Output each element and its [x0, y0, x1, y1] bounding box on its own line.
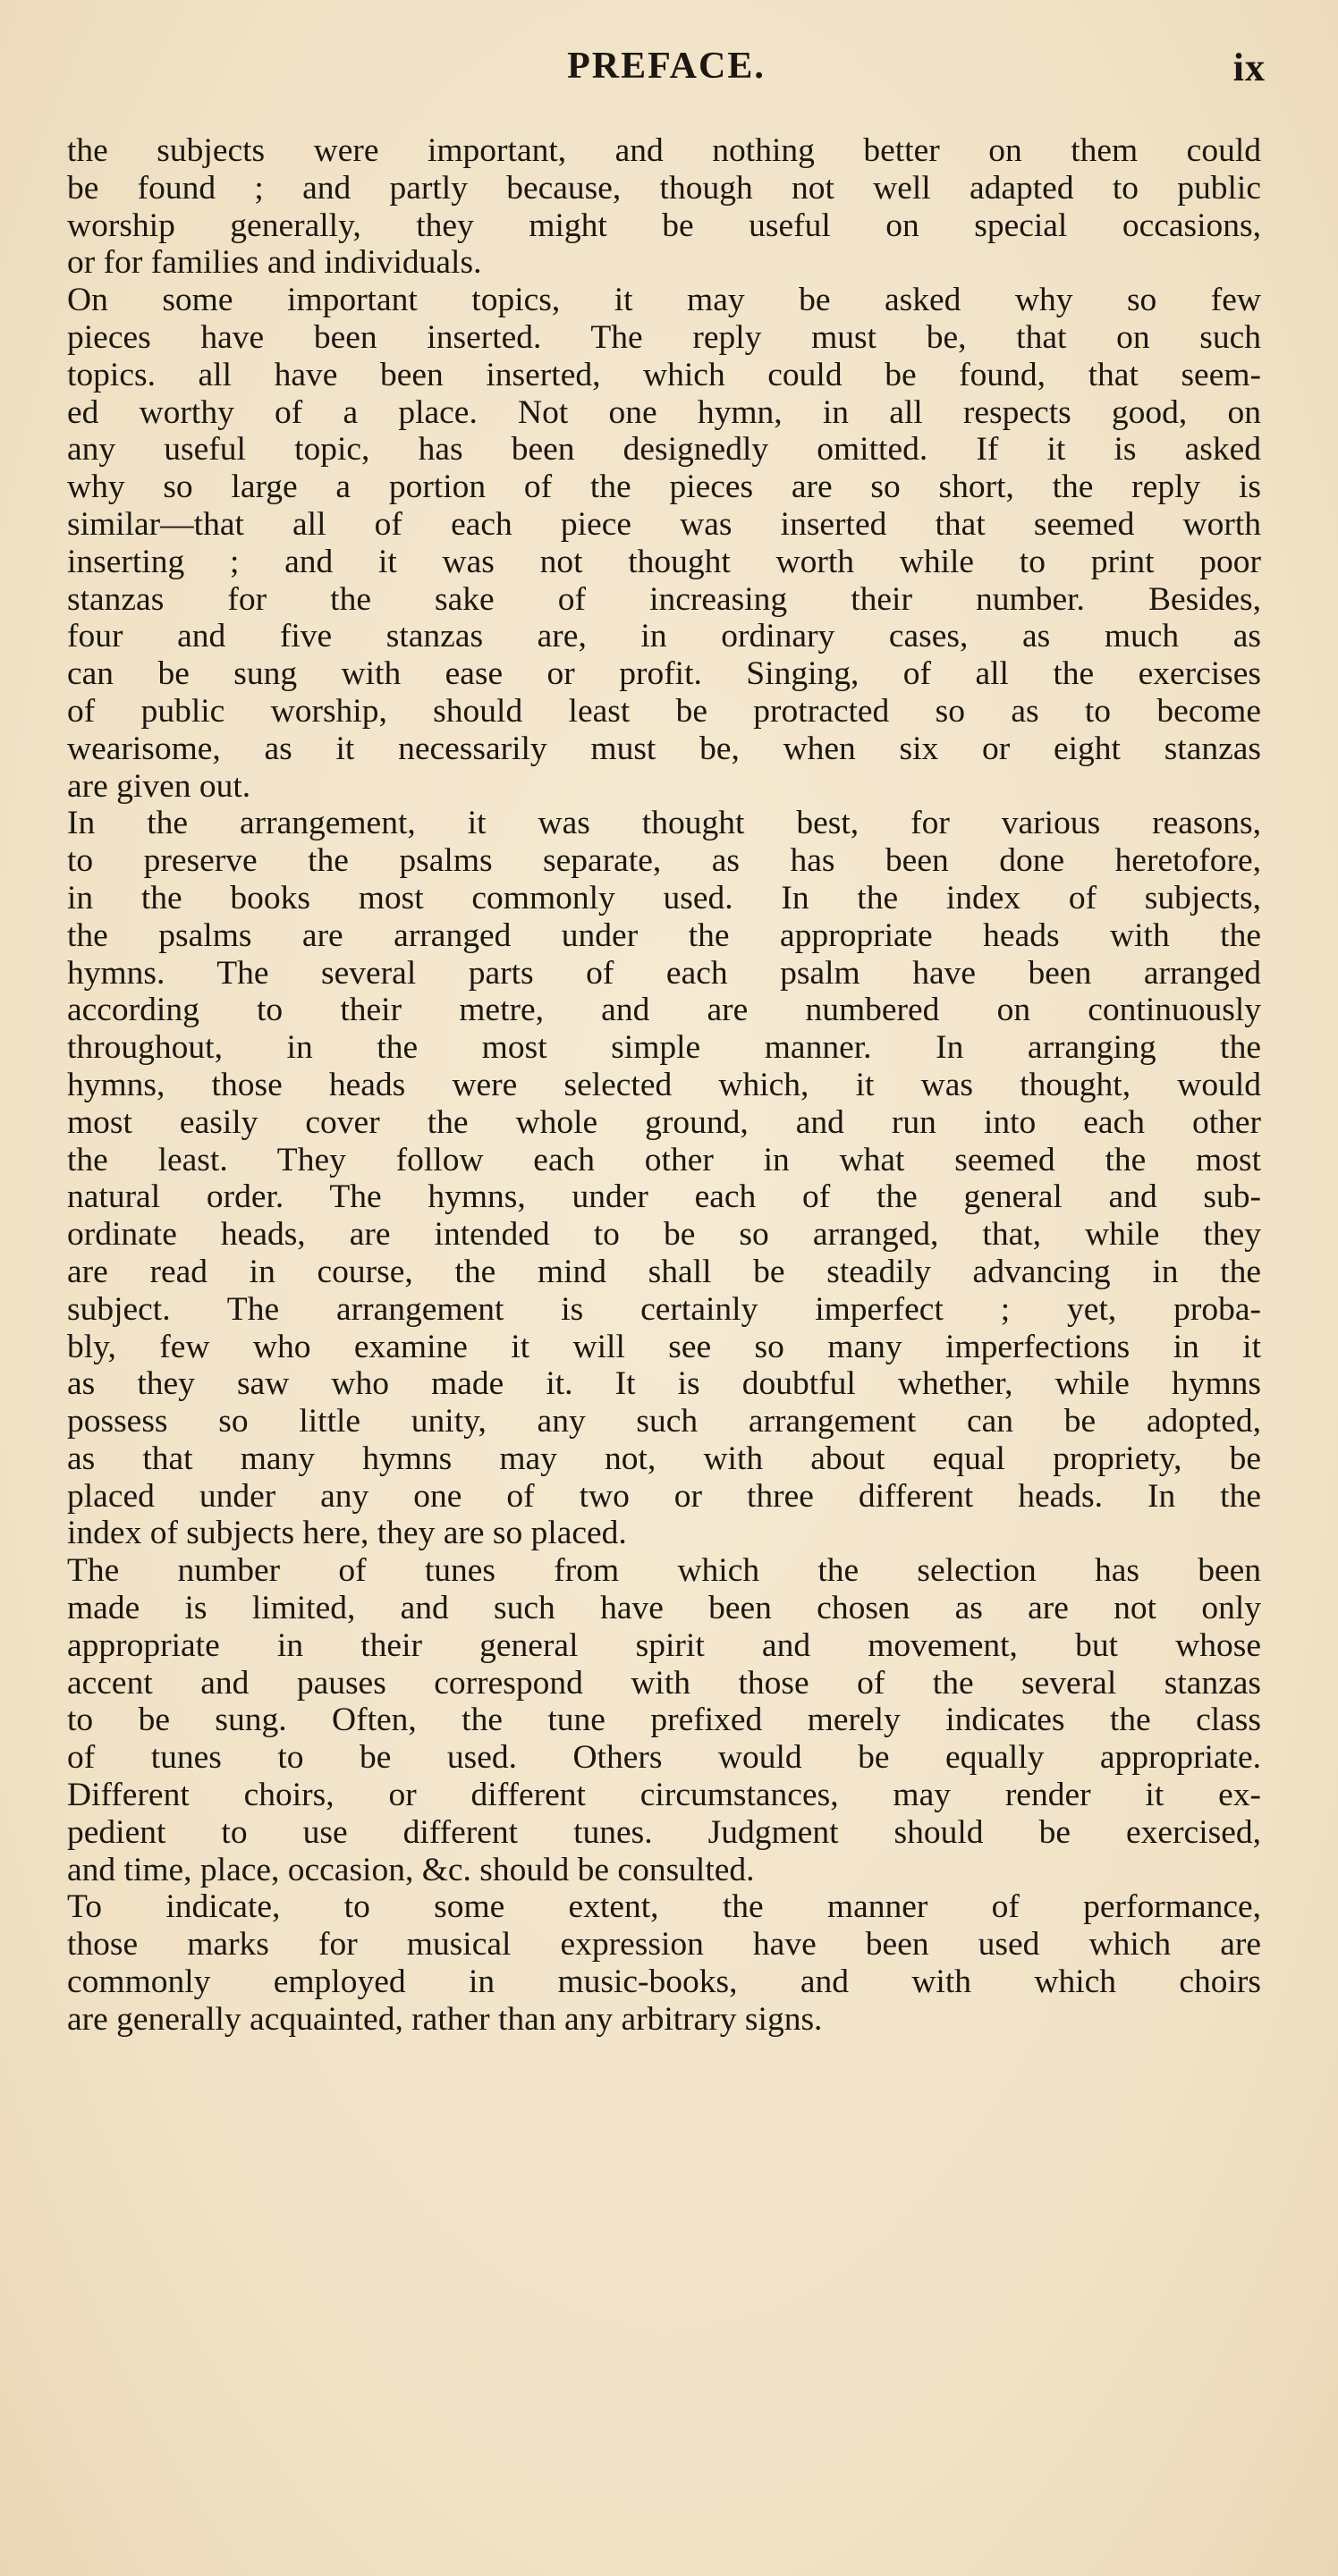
text-line: of public worship, should least be protracted so as to become: [67, 692, 1261, 730]
text-line: hymns, those heads were selected which, it was thought, would: [67, 1066, 1261, 1103]
text-line: are generally acquainted, rather than any arbitrary signs.: [67, 2000, 823, 2038]
text-line: worship generally, they might be useful on special occasions,: [67, 207, 1261, 244]
text-line: in the books most commonly used. In the index of subjects,: [67, 879, 1261, 916]
text-line: similar—that all of each piece was inserted that seemed worth: [67, 505, 1261, 543]
text-line: throughout, in the most simple manner. In arranging the: [67, 1029, 1261, 1067]
text-line: The number of tunes from which the selection has been: [67, 1552, 1261, 1590]
text-line: ordinate heads, are intended to be so arranged, that, while they: [67, 1216, 1261, 1254]
text-line: inserting ; and it was not thought worth while to print poor: [67, 543, 1261, 580]
text-line: To indicate, to some extent, the manner of performance,: [67, 1888, 1261, 1926]
text-line: made is limited, and such have been chosen as are not only: [67, 1590, 1261, 1627]
text-line: can be sung with ease or profit. Singing, of all the exercises: [67, 655, 1261, 693]
text-line: the least. They follow each other in what seemed the most: [67, 1141, 1261, 1178]
text-line: most easily cover the whole ground, and run into each other: [67, 1103, 1261, 1141]
text-line: as they saw who made it. It is doubtful whether, while hymns: [67, 1365, 1261, 1403]
text-line: Different choirs, or different circumstances, may render it ex-: [67, 1777, 1261, 1814]
body-text: [67, 132, 1261, 2039]
text-line: bly, few who examine it will see so many imperfections in it: [67, 1328, 1261, 1365]
text-line: In the arrangement, it was thought best, for various reasons,: [67, 805, 1261, 842]
text-line: subject. The arrangement is certainly imperfect ; yet, proba-: [67, 1290, 1261, 1328]
text-line: to be sung. Often, the tune prefixed merely indicates the class: [67, 1702, 1261, 1739]
page-header: [67, 45, 1266, 98]
text-line: On some important topics, it may be asked why so few: [67, 282, 1261, 319]
text-line: hymns. The several parts of each psalm have been arranged: [67, 954, 1261, 992]
text-line: topics. all have been inserted, which could be found, that seem-: [67, 356, 1261, 393]
text-line: any useful topic, has been designedly omitted. If it is asked: [67, 431, 1261, 469]
text-line: placed under any one of two or three different heads. In the: [67, 1477, 1261, 1515]
text-line: according to their metre, and are numbered on continuously: [67, 992, 1261, 1029]
text-line: as that many hymns may not, with about equal propriety, be: [67, 1440, 1261, 1477]
page-number: ix: [1232, 46, 1266, 89]
text-line: or for families and individuals.: [67, 244, 482, 282]
text-line: pedient to use different tunes. Judgment should be exercised,: [67, 1813, 1261, 1851]
text-line: of tunes to be used. Others would be equally appropriate.: [67, 1739, 1261, 1777]
text-line: appropriate in their general spirit and movement, but whose: [67, 1626, 1261, 1664]
text-line: the psalms are arranged under the appropriate heads with the: [67, 916, 1261, 954]
text-line: to preserve the psalms separate, as has been done heretofore,: [67, 842, 1261, 880]
text-line: and time, place, occasion, &c. should be consulted.: [67, 1851, 755, 1888]
text-line: are read in course, the mind shall be steadily advancing in the: [67, 1253, 1261, 1290]
text-line: ed worthy of a place. Not one hymn, in all respects good, on: [67, 393, 1261, 431]
text-line: are given out.: [67, 767, 251, 805]
text-line: the subjects were important, and nothing better on them could: [67, 132, 1261, 169]
text-line: accent and pauses correspond with those of the several stanzas: [67, 1664, 1261, 1702]
running-title: PREFACE.: [567, 46, 766, 87]
text-line: index of subjects here, they are so placed.: [67, 1515, 627, 1552]
text-line: those marks for musical expression have been used which are: [67, 1926, 1261, 1964]
text-line: possess so little unity, any such arrangement can be adopted,: [67, 1403, 1261, 1440]
text-line: be found ; and partly because, though not well adapted to public: [67, 169, 1261, 207]
text-line: pieces have been inserted. The reply must be, that on such: [67, 318, 1261, 356]
text-line: commonly employed in music-books, and with which choirs: [67, 1964, 1261, 2001]
text-line: natural order. The hymns, under each of the general and sub-: [67, 1178, 1261, 1216]
text-line: four and five stanzas are, in ordinary cases, as much as: [67, 618, 1261, 655]
text-line: why so large a portion of the pieces are so short, the reply is: [67, 469, 1261, 506]
text-line: stanzas for the sake of increasing their number. Besides,: [67, 580, 1261, 618]
text-line: wearisome, as it necessarily must be, when six or eight stanzas: [67, 730, 1261, 767]
